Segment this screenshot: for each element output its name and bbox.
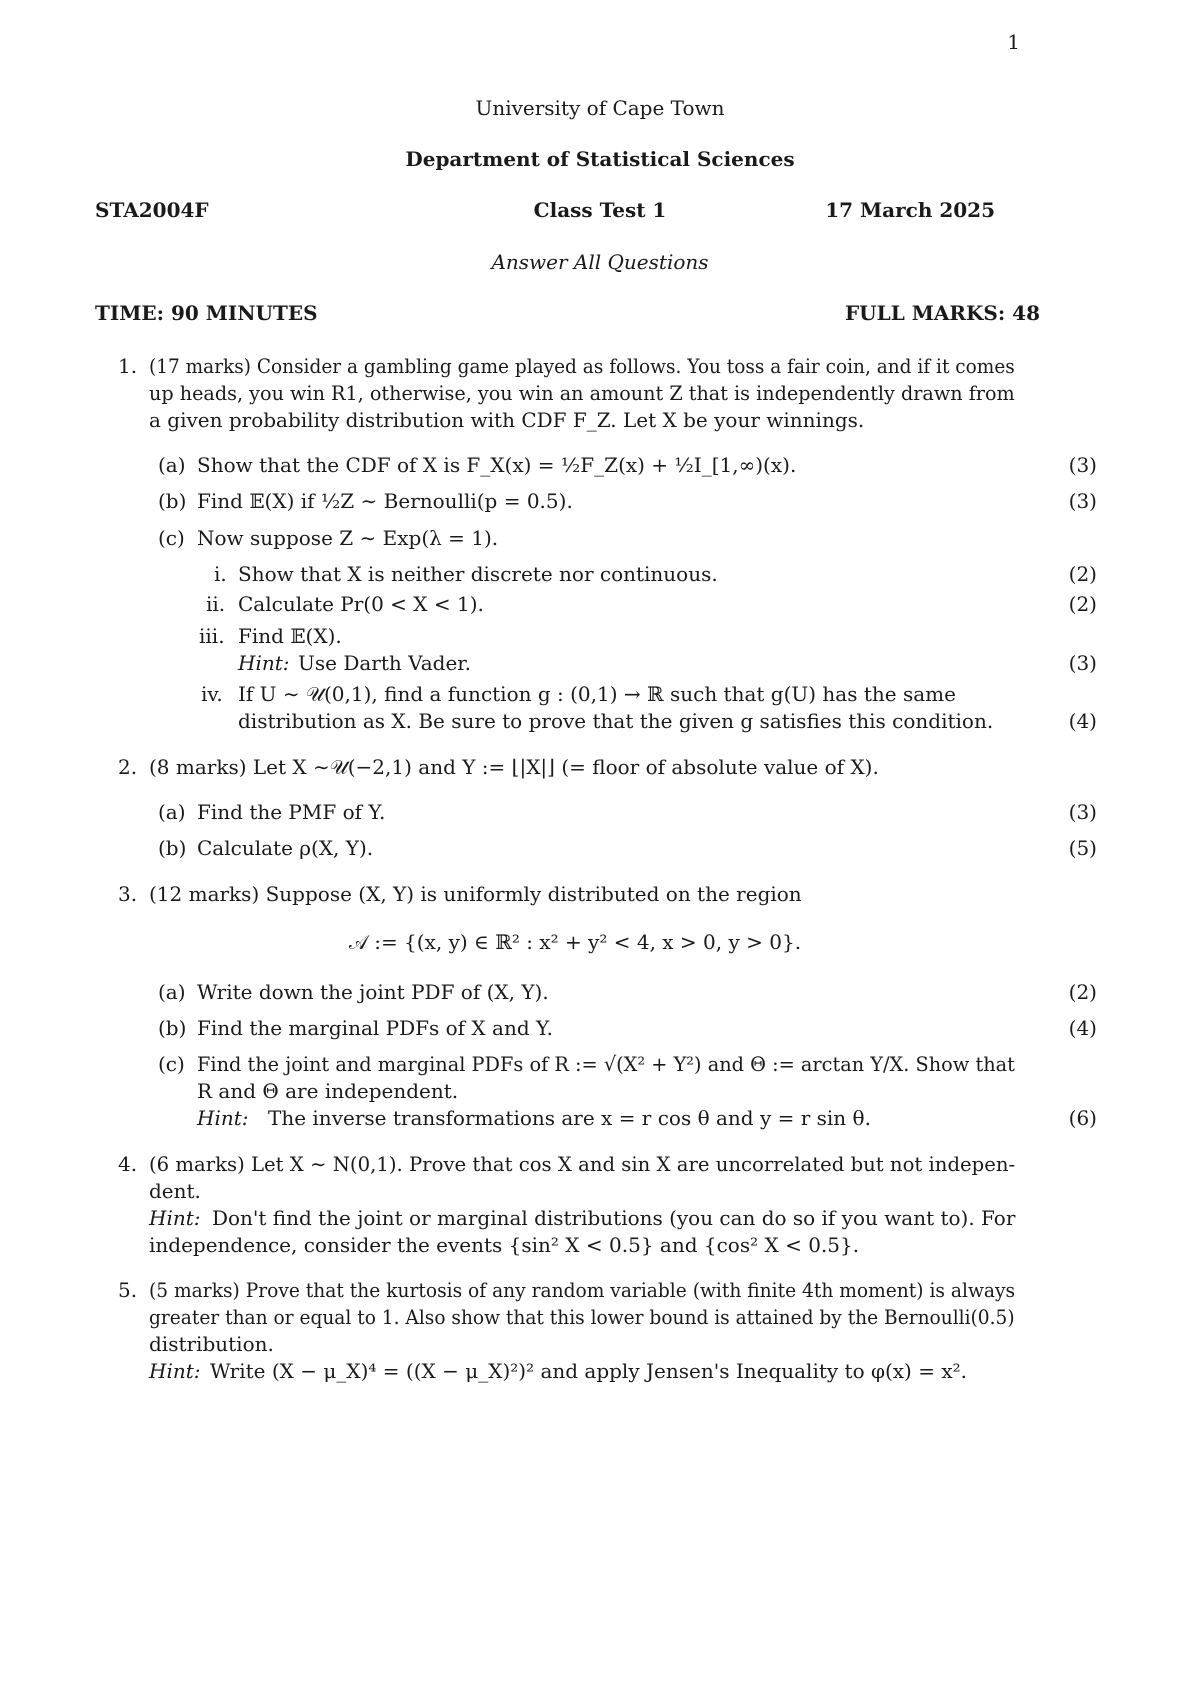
subpart-marks: (3) bbox=[1068, 651, 1097, 675]
part-label: (b) bbox=[158, 836, 187, 860]
subpart-marks: (2) bbox=[1068, 592, 1097, 616]
page-number: 1 bbox=[1007, 30, 1020, 54]
part-marks: (3) bbox=[1068, 453, 1097, 477]
part-text: R and Θ are independent. bbox=[197, 1079, 459, 1103]
hint-text: Don't find the joint or marginal distributions (you can do so if you want to). For bbox=[212, 1206, 1016, 1230]
part-marks: (3) bbox=[1068, 489, 1097, 513]
hint-text: Write (X − μ_X)⁴ = ((X − μ_X)²)² and apply Jensen's Inequality to φ(x) = x². bbox=[210, 1359, 967, 1383]
test-title: Class Test 1 bbox=[533, 198, 667, 222]
subpart-label: iv. bbox=[201, 682, 223, 706]
part-marks: (2) bbox=[1068, 980, 1097, 1004]
hint-text: The inverse transformations are x = r cos θ and y = r sin θ. bbox=[268, 1106, 871, 1130]
hint-label: Hint: bbox=[197, 1106, 249, 1130]
subpart-label: ii. bbox=[206, 592, 226, 616]
part-marks: (3) bbox=[1068, 800, 1097, 824]
time-allowed: TIME: 90 MINUTES bbox=[95, 301, 318, 325]
department-name: Department of Statistical Sciences bbox=[405, 147, 795, 171]
part-text: Now suppose Z ∼ Exp(λ = 1). bbox=[197, 526, 499, 550]
part-marks: (4) bbox=[1068, 1016, 1097, 1040]
question-text-line: (6 marks) Let X ∼ N(0,1). Prove that cos X and sin X are uncorrelated but not indepen- bbox=[149, 1152, 1016, 1176]
hint-label: Hint: bbox=[238, 651, 290, 675]
subpart-text: Calculate Pr(0 < X < 1). bbox=[238, 592, 484, 616]
part-label: (b) bbox=[158, 489, 187, 513]
question-text-line: greater than or equal to 1. Also show that this lower bound is attained by the Bernoulli(0.5) bbox=[149, 1305, 1015, 1329]
question-text-line: dent. bbox=[149, 1179, 201, 1203]
question-text-line: distribution. bbox=[149, 1332, 274, 1356]
subpart-marks: (4) bbox=[1068, 709, 1097, 733]
subpart-marks: (2) bbox=[1068, 562, 1097, 586]
hint-text: independence, consider the events {sin² X < 0.5} and {cos² X < 0.5}. bbox=[149, 1233, 860, 1257]
question-number: 1. bbox=[118, 354, 138, 378]
question-text-line: (17 marks) Consider a gambling game played as follows. You toss a fair coin, and if it comes bbox=[149, 354, 1015, 378]
part-text: Write down the joint PDF of (X, Y). bbox=[197, 980, 549, 1004]
question-text-line: (8 marks) Let X ∼𝒰(−2,1) and Y := ⌊|X|⌋ (= floor of absolute value of X). bbox=[149, 755, 879, 779]
question-number: 4. bbox=[118, 1152, 138, 1176]
part-label: (a) bbox=[158, 800, 186, 824]
question-number: 3. bbox=[118, 882, 138, 906]
part-text: Calculate ρ(X, Y). bbox=[197, 836, 374, 860]
part-label: (a) bbox=[158, 980, 186, 1004]
hint-label: Hint: bbox=[149, 1359, 201, 1383]
part-text: Find the joint and marginal PDFs of R := √(X² + Y²) and Θ := arctan Y/X. Show that bbox=[197, 1052, 1015, 1076]
hint-label: Hint: bbox=[149, 1206, 201, 1230]
test-date: 17 March 2025 bbox=[825, 198, 995, 222]
question-number: 2. bbox=[118, 755, 138, 779]
instruction: Answer All Questions bbox=[491, 250, 709, 274]
part-label: (c) bbox=[158, 526, 185, 550]
subpart-label: i. bbox=[214, 562, 227, 586]
part-text: Find the PMF of Y. bbox=[197, 800, 386, 824]
question-number: 5. bbox=[118, 1278, 138, 1302]
question-text-line: (12 marks) Suppose (X, Y) is uniformly distributed on the region bbox=[149, 882, 802, 906]
subpart-text: distribution as X. Be sure to prove that the given g satisfies this condition. bbox=[238, 709, 994, 733]
part-text: Find the marginal PDFs of X and Y. bbox=[197, 1016, 553, 1040]
part-text: Show that the CDF of X is F_X(x) = ½F_Z(x) + ½I_[1,∞)(x). bbox=[197, 453, 797, 477]
hint-text: Use Darth Vader. bbox=[298, 651, 471, 675]
part-label: (b) bbox=[158, 1016, 187, 1040]
question-text-line: (5 marks) Prove that the kurtosis of any random variable (with finite 4th moment) is always bbox=[149, 1278, 1016, 1302]
part-text: Find 𝔼(X) if ½Z ∼ Bernoulli(p = 0.5). bbox=[197, 489, 573, 513]
subpart-label: iii. bbox=[199, 624, 225, 648]
university-name: University of Cape Town bbox=[475, 96, 725, 120]
part-marks: (5) bbox=[1068, 836, 1097, 860]
subpart-text: If U ∼ 𝒰(0,1), find a function g : (0,1) → ℝ such that g(U) has the same bbox=[238, 682, 956, 706]
full-marks: FULL MARKS: 48 bbox=[844, 301, 1040, 325]
question-text-line: a given probability distribution with CDF F_Z. Let X be your winnings. bbox=[149, 408, 865, 432]
part-label: (a) bbox=[158, 453, 186, 477]
subpart-text: Show that X is neither discrete nor continuous. bbox=[238, 562, 718, 586]
subpart-text: Find 𝔼(X). bbox=[238, 624, 342, 648]
question-text-line: up heads, you win R1, otherwise, you win an amount Z that is independently drawn from bbox=[149, 381, 1015, 405]
part-label: (c) bbox=[158, 1052, 185, 1076]
part-marks: (6) bbox=[1068, 1106, 1097, 1130]
region-definition: 𝒜 := {(x, y) ∈ ℝ² : x² + y² < 4, x > 0, y > 0}. bbox=[348, 930, 802, 954]
course-code: STA2004F bbox=[95, 198, 209, 222]
